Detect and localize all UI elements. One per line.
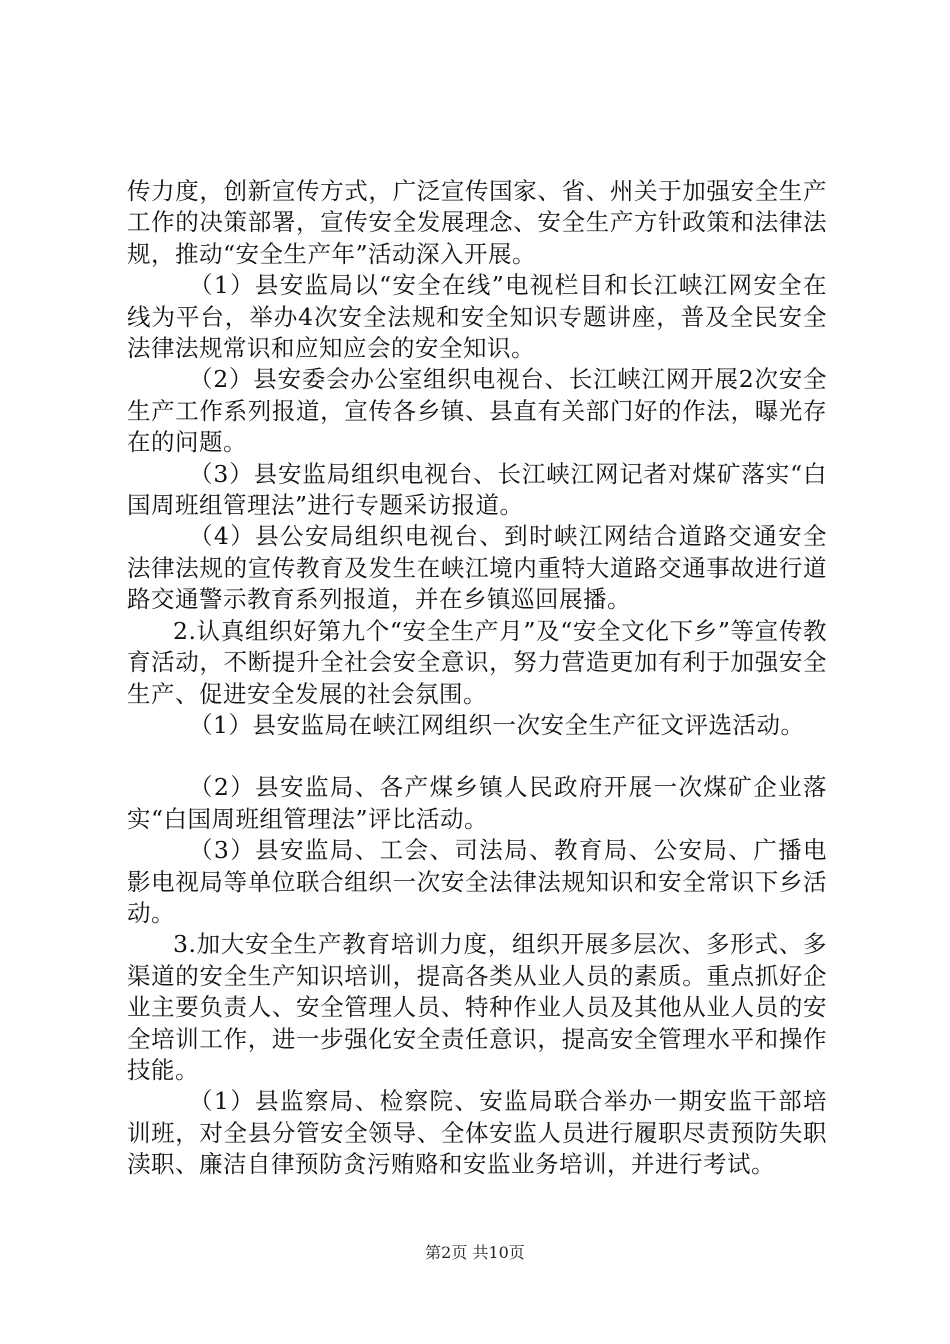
paragraph-section-2: 2.认真组织好第九个“安全生产月”及“安全文化下乡”等宣传教育活动，不断提升全社会安全意识，努力营造更加有利于加强安全生产、促进安全发展的社会氛围。 <box>127 616 827 708</box>
paragraph-item-3-1: （1）县监察局、检察院、安监局联合举办一期安监干部培训班，对全县分管安全领导、全体安监人员进行履职尽责预防失职渎职、廉洁自律预防贪污贿赂和安监业务培训，并进行考试。 <box>127 1087 827 1179</box>
page-number-footer: 第2页 共10页 <box>425 1243 525 1262</box>
paragraph-section-3: 3.加大安全生产教育培训力度，组织开展多层次、多形式、多渠道的安全生产知识培训，提高各类从业人员的素质。重点抓好企业主要负责人、安全管理人员、特种作业人员及其他从业人员的安全培训工作，进一步强化安全责任意识，提高安全管理水平和操作技能。 <box>127 930 827 1084</box>
paragraph-item-1-4: （4）县公安局组织电视台、到时峡江网结合道路交通安全法律法规的宣传教育及发生在峡江境内重特大道路交通事故进行道路交通警示教育系列报道，并在乡镇巡回展播。 <box>127 522 827 614</box>
paragraph-item-2-2: （2）县安监局、各产煤乡镇人民政府开展一次煤矿企业落实“白国周班组管理法”评比活动。 <box>127 773 827 833</box>
paragraph-item-1-1: （1）县安监局以“安全在线”电视栏目和长江峡江网安全在线为平台，举办4次安全法规和安全知识专题讲座，普及全民安全法律法规常识和应知应会的安全知识。 <box>127 271 827 363</box>
paragraph-item-1-2: （2）县安委会办公室组织电视台、长江峡江网开展2次安全生产工作系列报道，宣传各乡镇、县直有关部门好的作法，曝光存在的问题。 <box>127 365 827 457</box>
document-body <box>127 176 827 1181</box>
paragraph-item-1-3: （3）县安监局组织电视台、长江峡江网记者对煤矿落实“白国周班组管理法”进行专题采访报道。 <box>127 459 827 520</box>
paragraph-intro-continuation: 传力度，创新宣传方式，广泛宣传国家、省、州关于加强安全生产工作的决策部署，宣传安全发展理念、安全生产方针政策和法律法规，推动“安全生产年”活动深入开展。 <box>127 177 827 268</box>
paragraph-item-2-1: （1）县安监局在峡江网组织一次安全生产征文评选活动。 <box>189 710 805 739</box>
paragraph-item-2-3: （3）县安监局、工会、司法局、教育局、公安局、广播电影电视局等单位联合组织一次安全法律法规知识和安全常识下乡活动。 <box>127 836 827 927</box>
